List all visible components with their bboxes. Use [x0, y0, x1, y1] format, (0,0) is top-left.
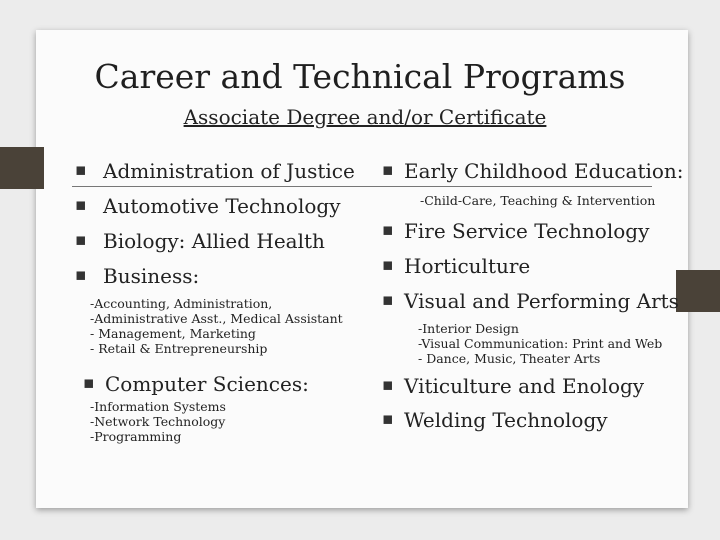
bullet-icon	[76, 236, 85, 246]
program-computer-sciences: Computer Sciences:	[105, 372, 309, 396]
bullet-icon	[76, 166, 85, 176]
bullet-icon	[76, 271, 85, 281]
bullet-icon	[383, 415, 392, 425]
business-detail: - Management, Marketing	[90, 326, 256, 341]
program-early-childhood-education: Early Childhood Education:	[404, 159, 684, 183]
computer-detail: -Programming	[90, 429, 182, 444]
program-fire-service-technology: Fire Service Technology	[404, 219, 650, 243]
program-automotive-technology: Automotive Technology	[103, 194, 341, 218]
business-detail: -Administrative Asst., Medical Assistant	[90, 311, 343, 326]
program-horticulture: Horticulture	[404, 254, 531, 278]
business-detail: - Retail & Entrepreneurship	[90, 341, 268, 356]
bullet-icon	[383, 226, 392, 236]
computer-detail: -Information Systems	[90, 399, 226, 414]
program-business: Business:	[103, 264, 200, 288]
slide-subtitle: Associate Degree and/or Certificate	[183, 105, 547, 129]
program-viticulture-enology: Viticulture and Enology	[404, 374, 645, 398]
arts-detail: - Dance, Music, Theater Arts	[418, 351, 601, 366]
arts-detail: -Visual Communication: Print and Web	[418, 336, 663, 351]
bullet-icon	[383, 381, 392, 391]
early-childhood-detail: -Child-Care, Teaching & Intervention	[420, 193, 656, 208]
bullet-icon	[383, 166, 392, 176]
program-biology-allied-health: Biology: Allied Health	[103, 229, 325, 253]
left-accent-tab	[0, 147, 44, 189]
program-visual-performing-arts: Visual and Performing Arts	[404, 289, 679, 313]
bullet-icon	[383, 261, 392, 271]
arts-detail: -Interior Design	[418, 321, 519, 336]
bullet-icon	[76, 201, 85, 211]
slide-title: Career and Technical Programs	[94, 57, 626, 96]
bullet-icon	[84, 379, 93, 389]
program-administration-of-justice: Administration of Justice	[103, 159, 355, 183]
computer-detail: -Network Technology	[90, 414, 226, 429]
business-detail: -Accounting, Administration,	[90, 296, 273, 311]
right-accent-tab	[676, 270, 720, 312]
divider-line	[72, 186, 652, 187]
bullet-icon	[383, 296, 392, 306]
program-welding-technology: Welding Technology	[404, 408, 608, 432]
